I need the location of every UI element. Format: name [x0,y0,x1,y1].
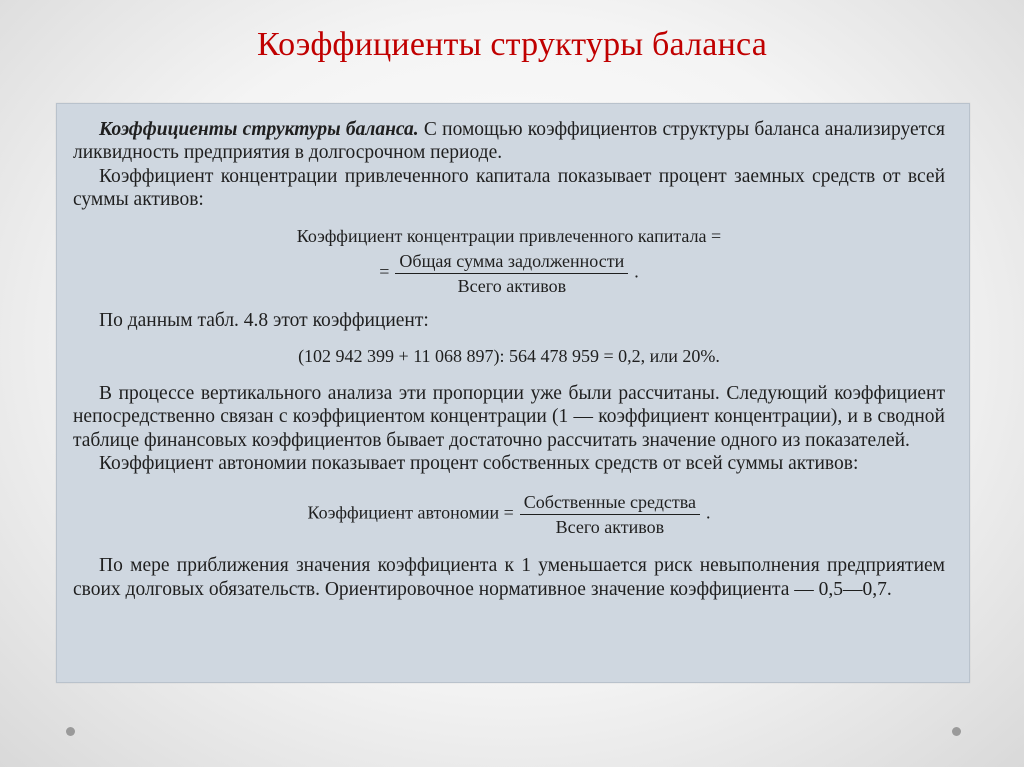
fraction-autonomy [520,491,700,538]
intro-bold-term: Коэффициенты структуры баланса. [99,119,419,140]
formula-autonomy-lhs: Коэффициент автономии = [307,502,514,523]
scanned-page-image [56,103,970,683]
fraction-numerator: Собственные средства [520,491,700,515]
autonomy-paragraph: Коэффициент автономии показывает процент собственных средств от всей суммы активов: [99,452,859,474]
formula-period: . [634,262,639,283]
vertical-analysis-paragraph: В процессе вертикального анализа эти пропорции уже были рассчитаны. Следующий коэффициент непосредственно связан с коэффициентом концентрации (1 — коэффициент концентрации), и в сводной таблице финансовых коэффициентов бывает достаточно рассчитать значение одного из показателей. [73,383,945,451]
intro-text: С помощью коэффициентов структуры баланса анализируется ликвидность предприятия в долгосрочном периоде. [73,119,945,164]
formula-autonomy [73,491,945,538]
fraction-denominator: Всего активов [555,517,665,538]
formula-concentration-lhs: Коэффициент концентрации привлеченного капитала = [296,226,722,247]
slide-decoration-dot-right [952,727,961,736]
fraction-denominator: Всего активов [457,276,567,297]
intro-paragraph [73,118,945,165]
table-reference-paragraph: По данным табл. 4.8 этот коэффициент: [99,310,429,332]
slide-title: Коэффициенты структуры баланса [256,26,767,63]
concentration-paragraph: Коэффициент концентрации привлеченного капитала показывает процент заемных средств от всей суммы активов: [73,165,945,210]
final-paragraph: По мере приближения значения коэффициента к 1 уменьшается риск невыполнения предприятием своих долговых обязательств. Ориентировочное нормативное значение коэффициента — 0,5—0,7. [73,555,945,600]
scanned-text-block [73,118,945,601]
formula-period: . [706,502,711,523]
formula-equals-sign: = [379,262,390,283]
calculation-line: (102 942 399 + 11 068 897): 564 478 959 = 0,2, или 20%. [298,345,720,366]
formula-concentration [73,250,945,297]
fraction-concentration [395,250,628,297]
slide-decoration-dot-left [66,727,75,736]
fraction-numerator: Общая сумма задолженности [395,250,628,274]
